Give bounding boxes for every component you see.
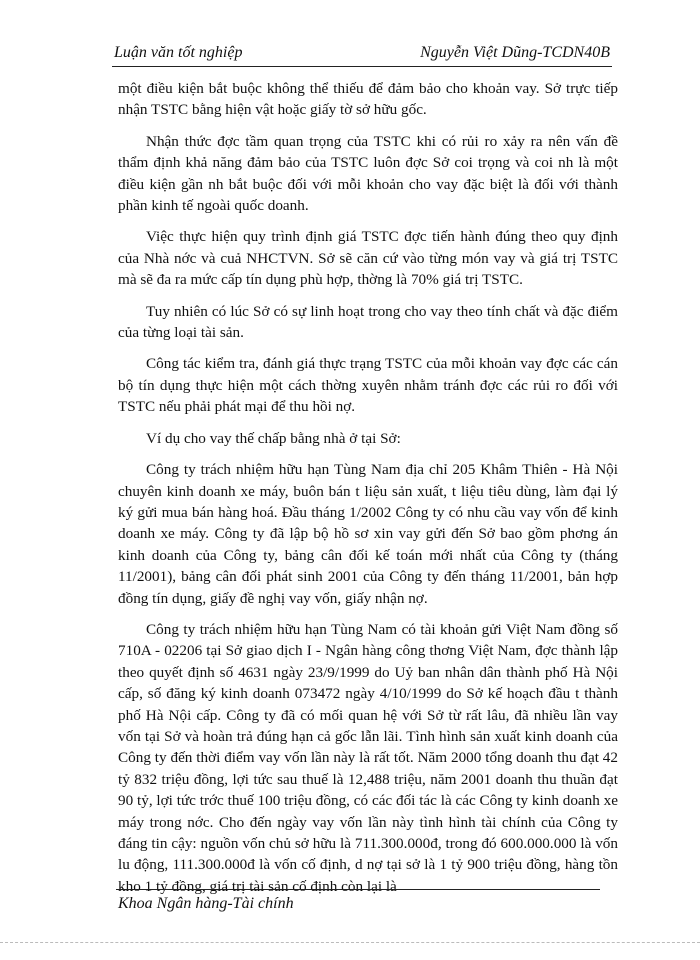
page-header	[112, 36, 612, 67]
paragraph: Việc thực hiện quy trình định giá TSTC đợc tiến hành đúng theo quy định của Nhà nớc và cuả NHCTVN. Sở sẽ căn cứ vào từng món vay và giá trị TSTC mà sẽ đa ra mức cấp tín dụng phù hợp, thờng là 70% giá trị TSTC.	[118, 228, 618, 289]
body-text	[118, 78, 618, 907]
paragraph: Công tác kiểm tra, đánh giá thực trạng TSTC của mỗi khoản vay đợc các cán bộ tín dụng thực hiện một cách thờng xuyên nhằm tránh đợc các rủi ro đối với TSTC nếu phải phát mại để thu hồi nợ.	[118, 355, 618, 416]
page-footer: Khoa Ngân hàng-Tài chính	[118, 895, 294, 912]
paragraph-continuation: một điều kiện bắt buộc không thể thiếu để đảm bảo cho khoản vay. Sở trực tiếp nhận TSTC bằng hiện vật hoặc giấy tờ sở hữu gốc.	[118, 80, 618, 119]
paragraph: Ví dụ cho vay thế chấp bằng nhà ở tại Sở:	[146, 429, 401, 447]
paragraph: Công ty trách nhiệm hữu hạn Tùng Nam có tài khoản gửi Việt Nam đồng số 710A - 02206 tại Sở giao dịch I - Ngân hàng công thơng Việt Nam, đợc thành lập theo quyết định số 4631 ngày 23/9/1999 do Uỷ ban nhân dân thành phố Hà Nội cấp, số đăng ký kinh doanh 073472 ngày 4/10/1999 do Sở kế hoạch đầu t thành phố Hà Nội cấp. Công ty đã có mối quan hệ với Sở từ rất lâu, đã nhiều lần vay vốn tại Sở và hoàn trả đúng hạn cả gốc lẫn lãi. Tình hình sản xuất kinh doanh của Công ty đến thời điểm vay vốn lần này là rất tốt. Năm 2000 tổng doanh thu đạt 42 tỷ 832 triệu đồng, lợi tức sau thuế là 12,488 triệu, năm 2001 doanh thu thuần đạt 90 tỷ, lợi tức trớc thuế 100 triệu đồng, có các đối tác là các Công ty kinh doanh xe máy trong nớc. Cho đến ngày vay vốn lần này tình hình tài chính của Công ty đáng tin cậy: nguồn vốn chủ sở hữu là 711.300.000đ, trong đó 600.000.000 là vốn lu động, 111.300.000đ là vốn cố định, d nợ tại sở là 1 tỷ 900 triệu đồng, hàng tồn kho 1 tỷ đồng, giá trị tài sản cố định còn lại là	[118, 620, 618, 895]
paragraph: Nhận thức đợc tầm quan trọng của TSTC khi có rủi ro xảy ra nên vấn đề thẩm định khả năng đảm bảo của TSTC luôn đợc Sở coi trọng và coi nh là một điều kiện gần nh bắt buộc đối với mỗi khoản cho vay đặc biệt là đối với thành phần kinh tế ngoài quốc doanh.	[118, 132, 618, 215]
paragraph: Công ty trách nhiệm hữu hạn Tùng Nam địa chỉ 205 Khâm Thiên - Hà Nội chuyên kinh doanh xe máy, buôn bán t liệu sản xuất, t liệu tiêu dùng, làm đại lý ký gửi mua bán hàng hoá. Đầu tháng 1/2002 Công ty có nhu cầu vay vốn để kinh doanh xe máy. Công ty đã lập bộ hồ sơ xin vay gửi đến Sở bao gồm phơng án kinh doanh của Công ty, bảng cân đối kế toán mới nhất của Công ty (tháng 11/2001), bảng cân đối phát sinh 2001 của Công ty đến tháng 11/2001, bản hợp đồng tín dụng, giấy đề nghị vay vốn, giấy nhận nợ.	[118, 461, 618, 607]
footer-rule	[116, 889, 600, 890]
header-author-label: Nguyễn Việt Dũng-TCDN40B	[420, 44, 610, 61]
page-edge	[0, 942, 700, 943]
paragraph: Tuy nhiên có lúc Sở có sự linh hoạt trong cho vay theo tính chất và đặc điểm của từng loại tài sản.	[118, 302, 618, 342]
header-thesis-label: Luận văn tốt nghiệp	[114, 44, 243, 61]
